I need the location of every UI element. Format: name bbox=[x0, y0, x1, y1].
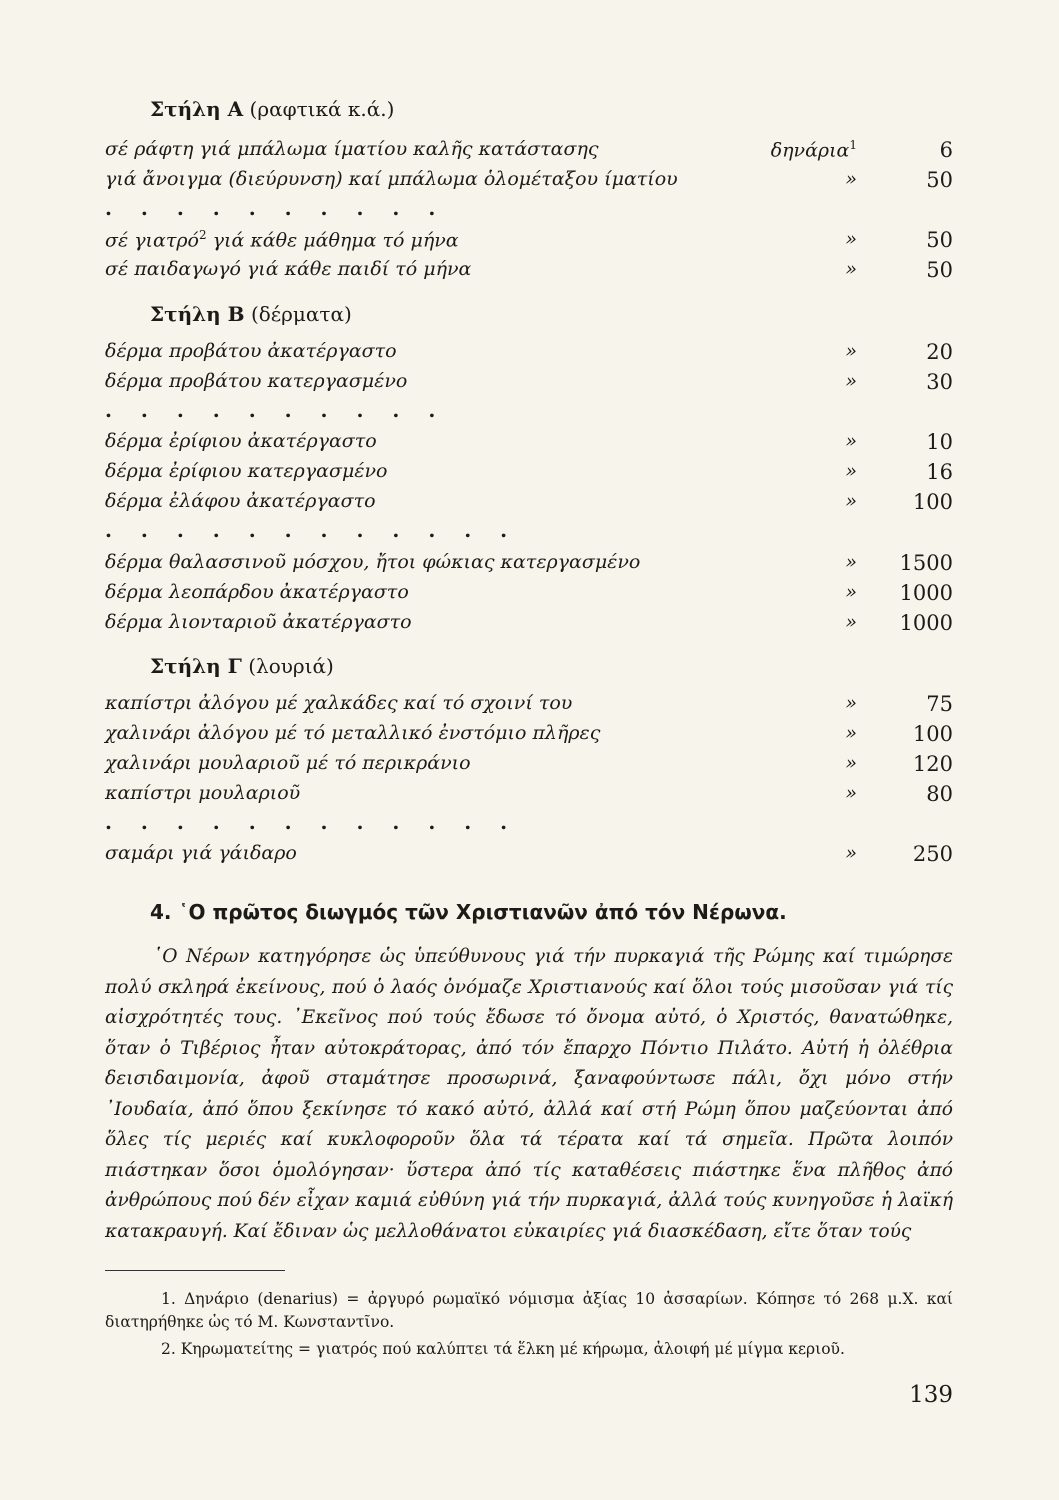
price-row bbox=[105, 842, 953, 870]
row-value: 10 bbox=[926, 430, 953, 454]
price-row bbox=[105, 581, 953, 609]
price-row bbox=[105, 782, 953, 810]
row-unit bbox=[771, 138, 857, 161]
footnote-2: 2. Κηρωματείτης = γιατρός πού καλύπτει τά ἕλκη μέ κήρωμα, ἀλοιφή μέ μίγμα κεριοῦ. bbox=[161, 1340, 845, 1358]
row-label: σαμάρι γιά γάιδαρο bbox=[105, 842, 297, 864]
row-label bbox=[105, 228, 459, 251]
ellipsis-dots: . . . . . . . . . . . . bbox=[105, 518, 519, 542]
row-value: 50 bbox=[926, 168, 953, 192]
row-unit: » bbox=[845, 611, 857, 633]
row-unit: » bbox=[845, 460, 857, 482]
row-label: δέρμα λιονταριοῦ ἀκατέργαστο bbox=[105, 611, 412, 633]
footnote-1: 1. Δηνάριο (denarius) = ἀργυρό ρωμαϊκό νόμισμα ἀξίας 10 ἀσσαρίων. Κόπησε τό 268 μ.Χ. καί διατηρήθηκε ὡς τό Μ. Κωνσταντῖνο. bbox=[105, 1290, 953, 1331]
row-label: σέ παιδαγωγό γιά κάθε παιδί τό μήνα bbox=[105, 258, 472, 280]
row-value: 50 bbox=[926, 258, 953, 282]
row-label: δέρμα θαλασσινοῦ μόσχου, ἤτοι φώκιας κατεργασμένο bbox=[105, 551, 641, 573]
row-label: δέρμα ἐρίφιου κατεργασμένο bbox=[105, 460, 388, 482]
price-row bbox=[105, 430, 953, 458]
ellipsis-dots: . . . . . . . . . . bbox=[105, 398, 447, 422]
row-value: 80 bbox=[926, 782, 953, 806]
footnote-ref-2: 2 bbox=[198, 228, 207, 242]
row-unit: » bbox=[845, 168, 857, 190]
section-a-heading bbox=[150, 97, 394, 121]
row-value: 1500 bbox=[899, 551, 953, 575]
price-row bbox=[105, 340, 953, 368]
price-row bbox=[105, 138, 953, 166]
section-a-heading-rest: (ραφτικά κ.ά.) bbox=[249, 97, 395, 121]
row-unit: » bbox=[845, 551, 857, 573]
row-value: 20 bbox=[926, 340, 953, 364]
row-label-text: σέ γιατρό bbox=[105, 229, 199, 252]
row-unit: » bbox=[845, 782, 857, 804]
price-row bbox=[105, 490, 953, 518]
row-unit: » bbox=[845, 370, 857, 392]
body-paragraph: ῾Ο Νέρων κατηγόρησε ὡς ὑπεύθυνους γιά τήν πυρκαγιά τῆς Ρώμης καί τιμώρησε πολύ σκληρά ἐκείνους, πού ὁ λαός ὀνόμαζε Χριστιανούς καί ὅλοι τούς μισοῦσαν γιά τίς αἰσχρότητές τους. ᾿Εκεῖνος πού τούς ἔδωσε τό ὄνομα αὐτό, ὁ Χριστός, θανατώθηκε, ὅταν ὁ Τιβέριος ἦταν αὐτοκράτορας, ἀπό τόν ἔπαρχο Πόντιο Πιλάτο. Αὐτή ἡ ὀλέθρια δεισιδαιμονία, ἀφοῦ σταμάτησε προσωρινά, ξαναφούντωσε πάλι, ὄχι μόνο στήν ᾿Ιουδαία, ἀπό ὅπου ξεκίνησε τό κακό αὐτό, ἀλλά καί στή Ρώμη ὅπου μαζεύονται ἀπό ὅλες τίς μεριές καί κυκλοφοροῦν ὅλα τά τέρατα καί τά σημεῖα. Πρῶτα λοιπόν πιάστηκαν ὅσοι ὁμολόγησαν· ὕστερα ἀπό τίς καταθέσεις πιάστηκε ἕνα πλῆθος ἀπό ἀνθρώπους πού δέν εἶχαν καμιά εὐθύνη γιά τήν πυρκαγιά, ἀλλά τούς κυνηγοῦσε ἡ λαϊκή κατακραυγή. Καί ἔδιναν ὡς μελλοθάνατοι εὐκαιρίες γιά διασκέδαση, εἴτε ὅταν τούς bbox=[105, 946, 953, 1242]
row-label-tail: γιά κάθε μάθημα τό μήνα bbox=[206, 229, 459, 252]
section-c-heading bbox=[150, 654, 334, 678]
row-value: 50 bbox=[926, 228, 953, 252]
price-row bbox=[105, 460, 953, 488]
row-unit: » bbox=[845, 722, 857, 744]
row-label: χαλινάρι ἀλόγου μέ τό μεταλλικό ἐνστόμιο πλῆρες bbox=[105, 722, 601, 744]
row-label: γιά ἄνοιγμα (διεύρυνση) καί μπάλωμα ὁλομέταξου ίματίου bbox=[105, 168, 678, 190]
row-value: 100 bbox=[912, 490, 953, 514]
row-value: 100 bbox=[912, 722, 953, 746]
section-4-title: 4. ῾Ο πρῶτος διωγμός τῶν Χριστιανῶν ἀπό τόν Νέρωνα. bbox=[150, 900, 787, 924]
row-label: σέ ράφτη γιά μπάλωμα ίματίου καλῆς κατάστασης bbox=[105, 138, 599, 160]
price-row bbox=[105, 168, 953, 196]
price-row bbox=[105, 258, 953, 286]
page-number: 139 bbox=[909, 1382, 953, 1408]
row-value: 1000 bbox=[899, 581, 953, 605]
price-row bbox=[105, 228, 953, 256]
row-label: χαλινάρι μουλαριοῦ μέ τό περικράνιο bbox=[105, 752, 471, 774]
row-unit: » bbox=[845, 228, 857, 250]
row-value: 6 bbox=[939, 138, 953, 162]
footnote-divider bbox=[105, 1270, 285, 1271]
section-c-heading-rest: (λουριά) bbox=[248, 654, 334, 678]
section-b-heading-rest: (δέρματα) bbox=[250, 302, 352, 326]
footnote-ref-1: 1 bbox=[849, 138, 857, 152]
row-unit: » bbox=[845, 752, 857, 774]
row-unit: » bbox=[845, 340, 857, 362]
price-row bbox=[105, 752, 953, 780]
row-label: καπίστρι μουλαριοῦ bbox=[105, 782, 301, 804]
row-unit-text: δηνάρια bbox=[770, 139, 850, 162]
row-unit: » bbox=[845, 430, 857, 452]
row-label: δέρμα ἐλάφου ἀκατέργαστο bbox=[105, 490, 376, 512]
row-label: καπίστρι ἀλόγου μέ χαλκάδες καί τό σχοινί του bbox=[105, 692, 573, 714]
ellipsis-dots: . . . . . . . . . . . . bbox=[105, 810, 519, 834]
price-row bbox=[105, 722, 953, 750]
row-label: δέρμα ἐρίφιου ἀκατέργαστο bbox=[105, 430, 377, 452]
price-row bbox=[105, 611, 953, 639]
row-value: 250 bbox=[912, 842, 953, 866]
row-unit: » bbox=[845, 258, 857, 280]
ellipsis-dots: . . . . . . . . . . bbox=[105, 196, 447, 220]
price-row bbox=[105, 692, 953, 720]
row-value: 16 bbox=[926, 460, 953, 484]
row-label: δέρμα προβάτου ἀκατέργαστο bbox=[105, 340, 397, 362]
row-unit: » bbox=[845, 842, 857, 864]
row-value: 30 bbox=[926, 370, 953, 394]
row-unit: » bbox=[845, 490, 857, 512]
row-unit: » bbox=[845, 692, 857, 714]
row-value: 120 bbox=[912, 752, 953, 776]
price-row bbox=[105, 551, 953, 579]
row-value: 75 bbox=[926, 692, 953, 716]
row-label: δέρμα λεοπάρδου ἀκατέργαστο bbox=[105, 581, 409, 603]
section-c-heading-bold: Στήλη Γ bbox=[150, 654, 242, 678]
price-row bbox=[105, 370, 953, 398]
row-label: δέρμα προβάτου κατεργασμένο bbox=[105, 370, 408, 392]
row-unit: » bbox=[845, 581, 857, 603]
section-b-heading bbox=[150, 302, 352, 326]
row-value: 1000 bbox=[899, 611, 953, 635]
section-a-heading-bold: Στήλη Α bbox=[150, 97, 244, 121]
section-b-heading-bold: Στήλη Β bbox=[150, 302, 245, 326]
